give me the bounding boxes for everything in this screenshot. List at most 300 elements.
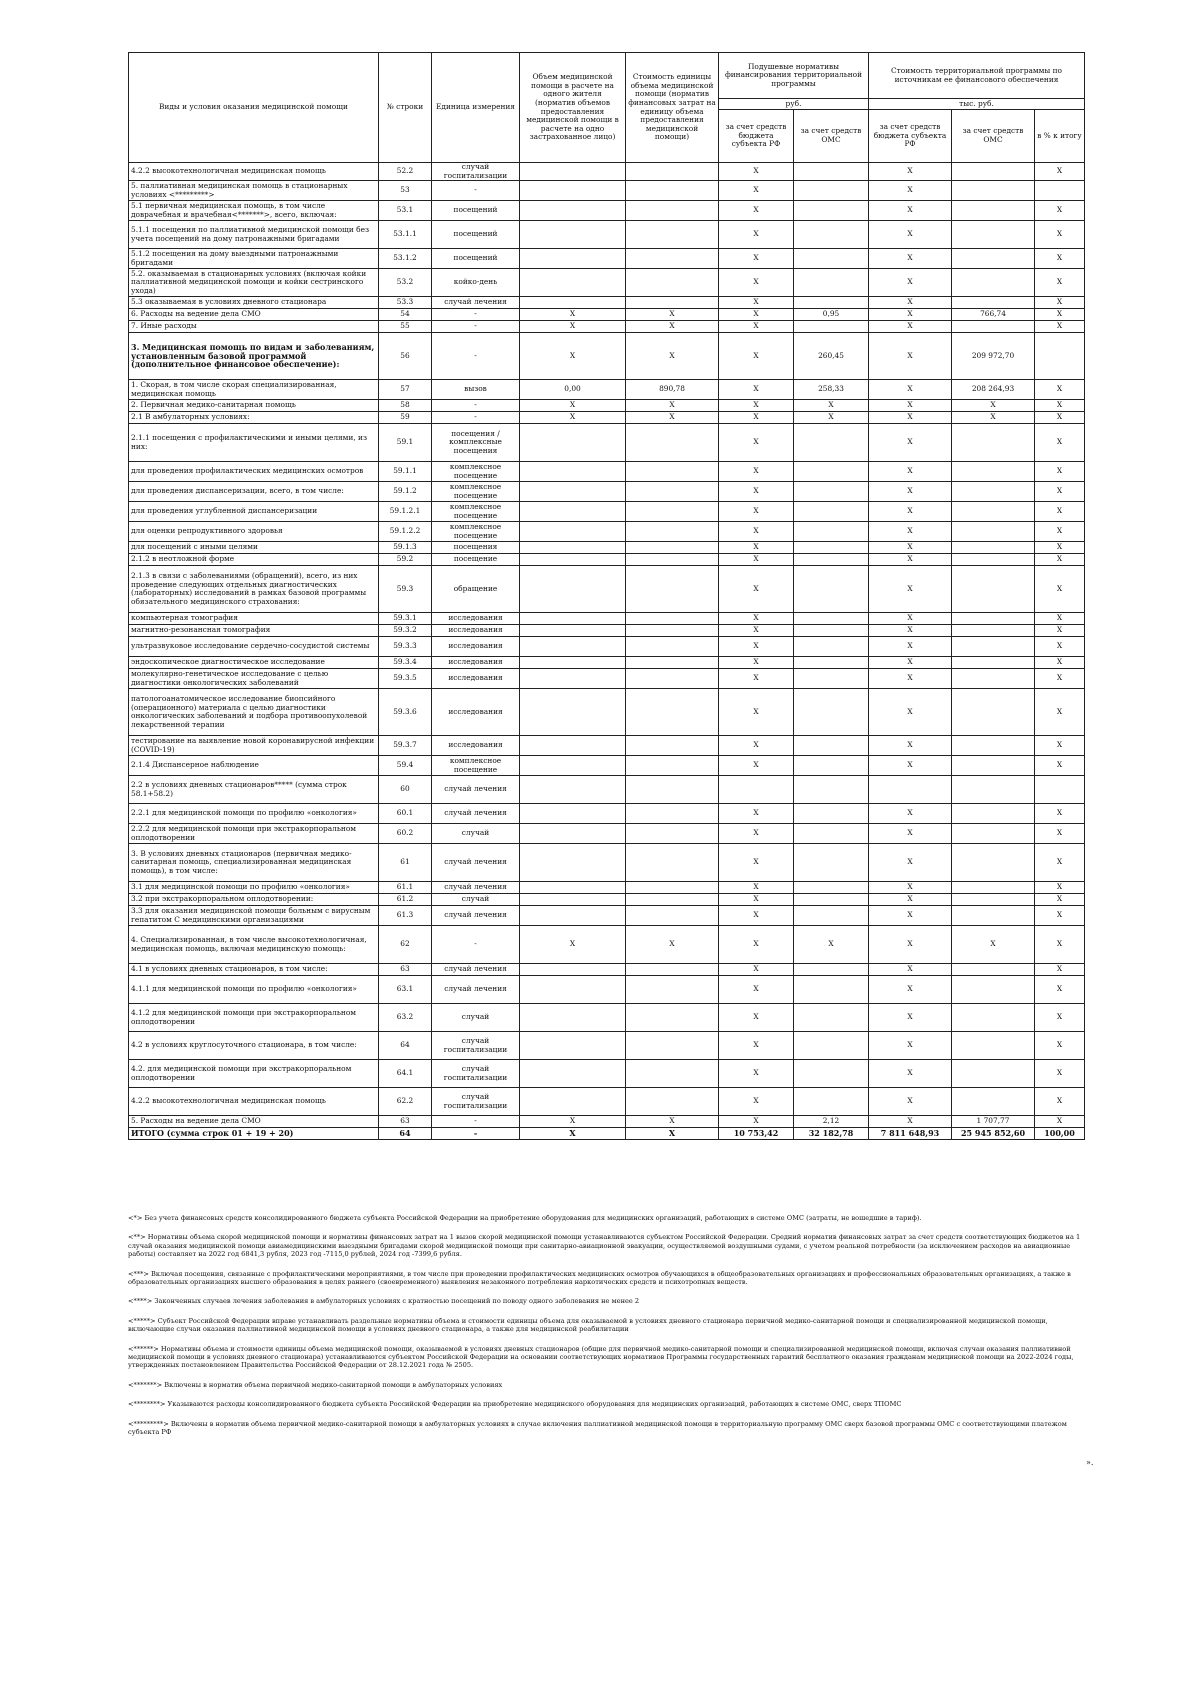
row-unit: случай лечения [432, 906, 520, 926]
row-unit: исследования [432, 613, 520, 625]
row-unit: посещений [432, 201, 520, 221]
table-row [129, 689, 1085, 736]
row-label: 5.1 первичная медицинская помощь, в том числе доврачебная и врачебная<*******>, всего, включая: [129, 201, 379, 221]
row-label: 4.2. для медицинской помощи при экстракорпоральном оплодотворении [129, 1060, 379, 1088]
row-unit: - [432, 309, 520, 321]
row-cost-oms [952, 181, 1035, 201]
row-unit-cost: 890,78 [626, 380, 719, 400]
row-norm-budget [719, 776, 794, 804]
table-row [129, 1128, 1085, 1140]
table-row [129, 554, 1085, 566]
row-cost-budget [869, 776, 952, 804]
row-norm-oms [794, 776, 869, 804]
row-unit-cost [626, 1060, 719, 1088]
row-norm-oms: 260,45 [794, 333, 869, 380]
row-norm-budget: Х [719, 380, 794, 400]
table-row [129, 882, 1085, 894]
table-row [129, 637, 1085, 657]
row-cost-budget: Х [869, 926, 952, 964]
table-row [129, 669, 1085, 689]
row-cost-budget: Х [869, 894, 952, 906]
row-percent [1035, 333, 1085, 380]
row-label: 4.1.2 для медицинской помощи при экстракорпоральном оплодотворении [129, 1004, 379, 1032]
row-norm-budget: Х [719, 906, 794, 926]
row-volume [520, 462, 626, 482]
row-unit: случай лечения [432, 882, 520, 894]
footnote: <******> Нормативы объема и стоимости единицы объема медицинской помощи, оказываемой в условиях дневных стационаров (общие для первичной медико-санитарной помощи и специализированной медицинской помощи, включая случаи оказания паллиативной медицинской помощи в условиях дневного стационара) устанавливаются субъектом Российской Федерации на основании соответствующих нормативов Программы государственных гарантий бесплатного оказания гражданам медицинской помощи на 2022-2024 годы, утвержденных постановлением Правительства Российской Федерации от 28.12.2021 года № 2505. [128, 1344, 1074, 1370]
row-unit-cost [626, 906, 719, 926]
row-label: 2.2.2 для медицинской помощи при экстракорпоральном оплодотворении [129, 824, 379, 844]
row-percent [1035, 181, 1085, 201]
header-cost-budget: за счет средств бюджета субъекта РФ [869, 110, 952, 163]
row-norm-budget: Х [719, 1088, 794, 1116]
row-cost-budget: Х [869, 906, 952, 926]
row-unit: исследования [432, 637, 520, 657]
row-unit-cost [626, 689, 719, 736]
row-cost-budget: Х [869, 964, 952, 976]
row-percent: Х [1035, 906, 1085, 926]
row-norm-budget: Х [719, 844, 794, 882]
row-cost-oms [952, 824, 1035, 844]
row-unit-cost: Х [626, 1128, 719, 1140]
table-row [129, 412, 1085, 424]
table-row [129, 1060, 1085, 1088]
row-number: 59.1.2.1 [379, 502, 432, 522]
row-percent: Х [1035, 502, 1085, 522]
row-unit: - [432, 400, 520, 412]
row-label: 5.2. оказываемая в стационарных условиях (включая койки паллиативной медицинской помощи и койки сестринского ухода) [129, 269, 379, 297]
row-unit: посещения [432, 542, 520, 554]
footnote: <*******> Включены в норматив объема первичной медико-санитарной помощи в амбулаторных условиях [128, 1380, 503, 1389]
row-cost-budget: Х [869, 824, 952, 844]
row-norm-budget: Х [719, 976, 794, 1004]
row-number: 64 [379, 1128, 432, 1140]
row-cost-oms [952, 1060, 1035, 1088]
row-norm-budget: Х [719, 804, 794, 824]
row-unit: исследования [432, 669, 520, 689]
row-volume [520, 249, 626, 269]
row-label: 5.1.1 посещения по паллиативной медицинской помощи без учета посещений на дому патронажными бригадами [129, 221, 379, 249]
table-row [129, 824, 1085, 844]
row-label: 2.1.2 в неотложной форме [129, 554, 379, 566]
row-percent: Х [1035, 566, 1085, 613]
footnote: <*****> Субъект Российской Федерации вправе устанавливать раздельные нормативы объема и стоимости единицы объема для оказываемой в условиях дневного стационара первичной медико-санитарной помощи и специализированной медицинской помощи, включающие случаи оказания паллиативной медицинской помощи в условиях дневного стационара, а также для медицинской реабилитации [128, 1316, 1048, 1334]
row-norm-oms [794, 637, 869, 657]
row-number: 59.2 [379, 554, 432, 566]
row-label: 5.3 оказываемая в условиях дневного стационара [129, 297, 379, 309]
row-cost-oms [952, 756, 1035, 776]
row-volume: Х [520, 400, 626, 412]
row-unit: случай госпитализации [432, 1088, 520, 1116]
row-label: 3. В условиях дневных стационаров (первичная медико-санитарная помощь, специализированная медицинская помощь), в том числе: [129, 844, 379, 882]
row-cost-oms [952, 804, 1035, 824]
row-cost-oms: Х [952, 400, 1035, 412]
row-number: 53.2 [379, 269, 432, 297]
row-norm-oms [794, 625, 869, 637]
row-cost-budget: Х [869, 882, 952, 894]
table-row [129, 894, 1085, 906]
row-norm-oms: 32 182,78 [794, 1128, 869, 1140]
row-norm-budget: Х [719, 309, 794, 321]
row-label: патологоанатомическое исследование биопсийного (операционного) материала с целью диагностики онкологических заболеваний и подбора противоопухолевой лекарственной терапии [129, 689, 379, 736]
row-cost-budget: Х [869, 201, 952, 221]
row-unit: случай госпитализации [432, 1032, 520, 1060]
row-percent: Х [1035, 221, 1085, 249]
row-unit: случай лечения [432, 776, 520, 804]
row-cost-oms [952, 964, 1035, 976]
row-unit-cost [626, 1032, 719, 1060]
row-cost-budget: Х [869, 625, 952, 637]
row-norm-budget: Х [719, 657, 794, 669]
row-unit-cost: Х [626, 926, 719, 964]
row-cost-oms: Х [952, 412, 1035, 424]
row-label: 4.2.2 высокотехнологичная медицинская помощь [129, 1088, 379, 1116]
row-volume [520, 522, 626, 542]
row-norm-oms [794, 221, 869, 249]
footnote: <********> Указываются расходы консолидированного бюджета субъекта Российской Федерации на приобретение медицинского оборудования для медицинских организаций, работающих в системе ОМС, сверх ТПОМС [128, 1400, 902, 1409]
row-volume [520, 637, 626, 657]
row-norm-oms [794, 249, 869, 269]
row-norm-oms [794, 613, 869, 625]
row-percent: Х [1035, 412, 1085, 424]
table-row [129, 1004, 1085, 1032]
row-unit-cost [626, 756, 719, 776]
row-cost-oms [952, 844, 1035, 882]
row-volume [520, 669, 626, 689]
row-cost-budget: Х [869, 1032, 952, 1060]
row-label: 5. паллиативная медицинская помощь в стационарных условиях <*********> [129, 181, 379, 201]
row-number: 59.3.2 [379, 625, 432, 637]
row-percent: Х [1035, 964, 1085, 976]
row-volume [520, 201, 626, 221]
row-cost-oms [952, 522, 1035, 542]
row-norm-oms [794, 201, 869, 221]
row-number: 62.2 [379, 1088, 432, 1116]
row-norm-oms [794, 976, 869, 1004]
row-number: 54 [379, 309, 432, 321]
row-cost-oms [952, 502, 1035, 522]
row-percent: Х [1035, 400, 1085, 412]
row-volume [520, 1060, 626, 1088]
row-percent: Х [1035, 844, 1085, 882]
row-unit-cost [626, 163, 719, 181]
row-cost-budget: Х [869, 424, 952, 462]
row-label: 4. Специализированная, в том числе высокотехнологичная, медицинская помощь, включая медицинскую помощь: [129, 926, 379, 964]
row-cost-budget: Х [869, 269, 952, 297]
row-cost-budget: Х [869, 844, 952, 882]
row-cost-budget: Х [869, 1004, 952, 1032]
row-cost-budget: Х [869, 522, 952, 542]
row-cost-oms [952, 542, 1035, 554]
header-unit-thousand-rub: тыс. руб. [869, 99, 1085, 110]
row-cost-oms: 209 972,70 [952, 333, 1035, 380]
row-label: молекулярно-генетическое исследование с целью диагностики онкологических заболеваний [129, 669, 379, 689]
row-number: 64.1 [379, 1060, 432, 1088]
row-percent: Х [1035, 321, 1085, 333]
row-percent: Х [1035, 424, 1085, 462]
row-unit: случай госпитализации [432, 1060, 520, 1088]
row-number: 61.1 [379, 882, 432, 894]
row-cost-budget: Х [869, 804, 952, 824]
row-norm-oms [794, 522, 869, 542]
row-unit-cost [626, 297, 719, 309]
row-percent: Х [1035, 689, 1085, 736]
row-unit-cost: Х [626, 309, 719, 321]
row-unit: исследования [432, 657, 520, 669]
row-cost-oms [952, 221, 1035, 249]
header-per-capita-norms: Подушевые нормативы финансирования территориальной программы [719, 53, 869, 99]
row-volume: Х [520, 926, 626, 964]
row-cost-oms [952, 321, 1035, 333]
row-cost-oms: 208 264,93 [952, 380, 1035, 400]
header-volume-norm: Объем медицинской помощи в расчете на одного жителя (норматив объемов предоставления медицинской помощи в расчете на одно застрахованное лицо) [520, 53, 626, 163]
row-cost-oms [952, 894, 1035, 906]
row-number: 56 [379, 333, 432, 380]
row-norm-oms [794, 566, 869, 613]
row-label: для проведения профилактических медицинских осмотров [129, 462, 379, 482]
row-unit-cost [626, 776, 719, 804]
row-norm-budget: Х [719, 689, 794, 736]
row-unit-cost [626, 1088, 719, 1116]
row-norm-budget: Х [719, 669, 794, 689]
row-cost-oms [952, 554, 1035, 566]
row-norm-budget: Х [719, 964, 794, 976]
row-unit: посещение [432, 554, 520, 566]
row-unit-cost [626, 804, 719, 824]
row-unit-cost [626, 542, 719, 554]
row-number: 63 [379, 1116, 432, 1128]
table-row [129, 776, 1085, 804]
row-volume [520, 1004, 626, 1032]
row-label: 4.2.2 высокотехнологичная медицинская помощь [129, 163, 379, 181]
row-percent: Х [1035, 1004, 1085, 1032]
row-cost-oms: 766,74 [952, 309, 1035, 321]
row-unit: случай [432, 894, 520, 906]
row-unit-cost [626, 566, 719, 613]
row-number: 59.3 [379, 566, 432, 613]
row-label: магнитно-резонансная томография [129, 625, 379, 637]
table-row [129, 502, 1085, 522]
row-unit-cost [626, 522, 719, 542]
row-unit-cost: Х [626, 1116, 719, 1128]
row-volume [520, 424, 626, 462]
row-volume [520, 163, 626, 181]
row-percent: Х [1035, 249, 1085, 269]
table-row [129, 613, 1085, 625]
row-norm-budget: Х [719, 502, 794, 522]
row-percent: Х [1035, 1060, 1085, 1088]
row-cost-oms [952, 657, 1035, 669]
row-unit-cost [626, 269, 719, 297]
row-cost-oms [952, 482, 1035, 502]
row-label: 4.1 в условиях дневных стационаров, в том числе: [129, 964, 379, 976]
row-percent: Х [1035, 894, 1085, 906]
header-unit-rub: руб. [719, 99, 869, 110]
row-volume [520, 824, 626, 844]
row-unit: - [432, 412, 520, 424]
row-unit: случай [432, 824, 520, 844]
row-unit: комплексное посещение [432, 462, 520, 482]
row-percent: Х [1035, 380, 1085, 400]
row-volume: 0,00 [520, 380, 626, 400]
row-unit: койко-день [432, 269, 520, 297]
table-row [129, 736, 1085, 756]
footnote: <*********> Включены в норматив объема первичной медико-санитарной помощи в амбулаторных условиях в случае включения паллиативной медицинской помощи в территориальную программу ОМС сверх базовой программы ОМС с соответствующими платежом субъекта РФ [128, 1419, 1067, 1437]
row-unit: случай лечения [432, 844, 520, 882]
row-label: 3.3 для оказания медицинской помощи больным с вирусным гепатитом С медицинскими организациями [129, 906, 379, 926]
row-number: 59.1 [379, 424, 432, 462]
row-cost-oms [952, 424, 1035, 462]
row-unit: случай лечения [432, 976, 520, 1004]
row-percent: Х [1035, 625, 1085, 637]
row-norm-oms [794, 321, 869, 333]
row-volume: Х [520, 1116, 626, 1128]
row-norm-oms [794, 1060, 869, 1088]
row-cost-oms [952, 1032, 1035, 1060]
row-norm-budget: Х [719, 269, 794, 297]
row-percent: Х [1035, 804, 1085, 824]
row-unit: комплексное посещение [432, 756, 520, 776]
row-number: 53.1 [379, 201, 432, 221]
row-norm-budget: Х [719, 894, 794, 906]
row-norm-budget: Х [719, 297, 794, 309]
row-number: 57 [379, 380, 432, 400]
row-volume [520, 906, 626, 926]
table-row [129, 163, 1085, 181]
row-cost-budget: Х [869, 249, 952, 269]
row-volume [520, 776, 626, 804]
row-volume [520, 221, 626, 249]
row-label: 3.1 для медицинской помощи по профилю «онкология» [129, 882, 379, 894]
row-number: 59.3.6 [379, 689, 432, 736]
header-cost-oms: за счет средств ОМС [952, 110, 1035, 163]
footnotes [128, 1214, 1084, 1448]
row-percent: Х [1035, 926, 1085, 964]
row-unit-cost [626, 882, 719, 894]
row-unit-cost [626, 249, 719, 269]
table-row [129, 181, 1085, 201]
row-norm-oms: 258,33 [794, 380, 869, 400]
row-norm-budget: Х [719, 201, 794, 221]
row-label: 4.2 в условиях круглосуточного стационара, в том числе: [129, 1032, 379, 1060]
row-percent: Х [1035, 163, 1085, 181]
row-norm-budget: Х [719, 613, 794, 625]
row-norm-budget: Х [719, 542, 794, 554]
row-label: 2.1.1 посещения с профилактическими и иными целями, из них: [129, 424, 379, 462]
row-cost-budget: Х [869, 321, 952, 333]
table-row [129, 424, 1085, 462]
row-percent: Х [1035, 736, 1085, 756]
row-unit: исследования [432, 736, 520, 756]
row-unit: случай лечения [432, 297, 520, 309]
row-volume [520, 689, 626, 736]
row-cost-oms: 1 707,77 [952, 1116, 1035, 1128]
table-row [129, 542, 1085, 554]
row-unit-cost: Х [626, 333, 719, 380]
row-norm-oms [794, 964, 869, 976]
row-unit: случай лечения [432, 964, 520, 976]
row-cost-budget: Х [869, 637, 952, 657]
row-number: 53.1.2 [379, 249, 432, 269]
row-number: 61.3 [379, 906, 432, 926]
row-unit-cost: Х [626, 412, 719, 424]
footnote: <*> Без учета финансовых средств консолидированного бюджета субъекта Российской Федерации на приобретение оборудования для медицинских организаций, работающих в системе ОМС (затраты, не вошедшие в тариф). [128, 1214, 922, 1222]
row-volume [520, 1032, 626, 1060]
row-label: эндоскопическое диагностическое исследование [129, 657, 379, 669]
row-volume [520, 882, 626, 894]
row-percent: Х [1035, 269, 1085, 297]
row-label: 2.2.1 для медицинской помощи по профилю «онкология» [129, 804, 379, 824]
row-norm-oms [794, 542, 869, 554]
row-cost-budget: Х [869, 976, 952, 1004]
row-number: 58 [379, 400, 432, 412]
row-label: для проведения углубленной диспансеризации [129, 502, 379, 522]
row-norm-budget: 10 753,42 [719, 1128, 794, 1140]
row-unit: - [432, 181, 520, 201]
row-label: 2.1.4 Диспансерное наблюдение [129, 756, 379, 776]
row-norm-oms: 0,95 [794, 309, 869, 321]
row-norm-budget: Х [719, 926, 794, 964]
row-cost-budget: Х [869, 1060, 952, 1088]
row-unit-cost: Х [626, 321, 719, 333]
table-row [129, 964, 1085, 976]
row-volume: Х [520, 333, 626, 380]
row-number: 63.2 [379, 1004, 432, 1032]
row-cost-oms [952, 637, 1035, 657]
row-norm-oms [794, 756, 869, 776]
row-label: для проведения диспансеризации, всего, в том числе: [129, 482, 379, 502]
row-number: 59.1.1 [379, 462, 432, 482]
row-unit-cost [626, 201, 719, 221]
row-label: компьютерная томография [129, 613, 379, 625]
row-percent: Х [1035, 1088, 1085, 1116]
row-unit-cost [626, 894, 719, 906]
row-label: 5.1.2 посещения на дому выездными патронажными бригадами [129, 249, 379, 269]
table-row [129, 321, 1085, 333]
table-row [129, 522, 1085, 542]
row-volume [520, 269, 626, 297]
row-number: 59.1.2 [379, 482, 432, 502]
row-norm-oms [794, 554, 869, 566]
row-norm-budget: Х [719, 482, 794, 502]
row-label: для оценки репродуктивного здоровья [129, 522, 379, 542]
row-norm-oms [794, 736, 869, 756]
row-label: 2.1 В амбулаторных условиях: [129, 412, 379, 424]
table-row [129, 462, 1085, 482]
row-unit-cost [626, 637, 719, 657]
row-norm-oms [794, 669, 869, 689]
row-cost-oms [952, 566, 1035, 613]
row-cost-budget: Х [869, 689, 952, 736]
row-unit-cost [626, 824, 719, 844]
row-volume [520, 566, 626, 613]
table-row [129, 926, 1085, 964]
row-cost-oms [952, 249, 1035, 269]
row-cost-oms: 25 945 852,60 [952, 1128, 1035, 1140]
row-norm-oms [794, 424, 869, 462]
row-norm-budget: Х [719, 221, 794, 249]
table-row [129, 625, 1085, 637]
row-unit: посещения / комплексные посещения [432, 424, 520, 462]
row-number: 62 [379, 926, 432, 964]
row-label: 5. Расходы на ведение дела СМО [129, 1116, 379, 1128]
row-cost-oms [952, 613, 1035, 625]
row-unit-cost [626, 669, 719, 689]
table-row [129, 804, 1085, 824]
row-cost-oms [952, 1088, 1035, 1116]
row-cost-budget: Х [869, 380, 952, 400]
table-row [129, 1032, 1085, 1060]
